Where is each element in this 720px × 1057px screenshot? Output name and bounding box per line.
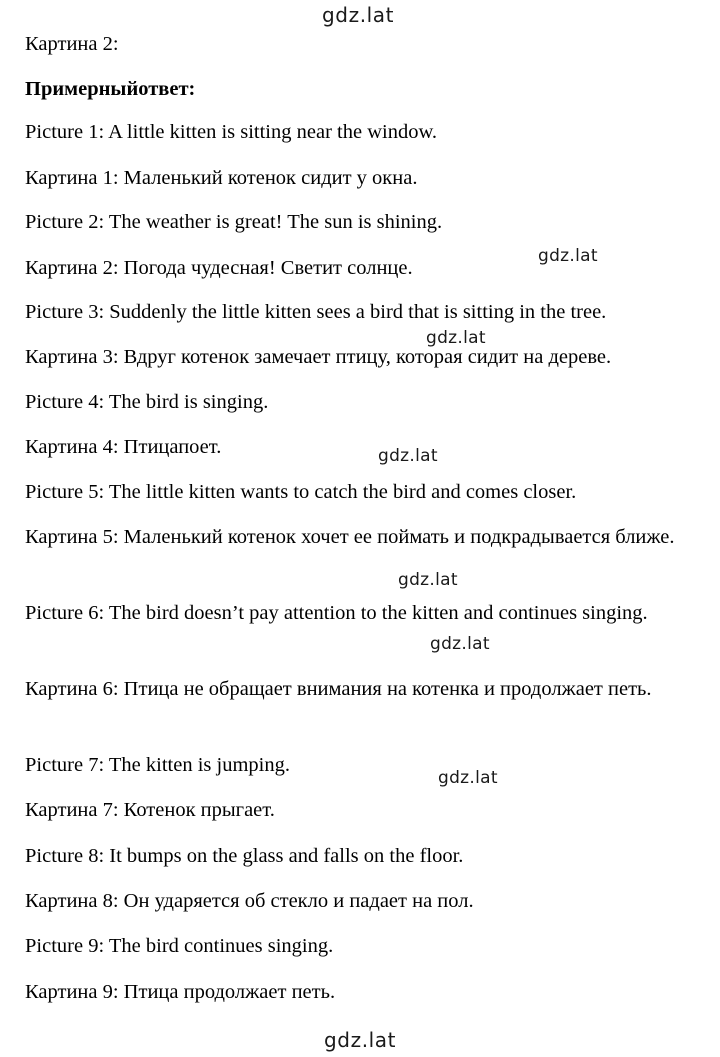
line-picture-7-en: Picture 7: The kitten is jumping.: [25, 754, 290, 776]
watermark: gdz.lat: [538, 246, 598, 266]
watermark: gdz.lat: [398, 570, 458, 590]
watermark: gdz.lat: [426, 328, 486, 348]
watermark-bottom: gdz.lat: [324, 1028, 397, 1052]
watermark: gdz.lat: [438, 768, 498, 788]
watermark: gdz.lat: [430, 634, 490, 654]
line-picture-5-en: Picture 5: The little kitten wants to catch the bird and comes closer.: [25, 481, 577, 503]
line-picture-3-ru: Картина 3: Вдруг котенок замечает птицу, которая сидит на дереве.: [25, 346, 612, 368]
line-picture-6-en: Picture 6: The bird doesn’t pay attention to the kitten and continues singing.: [25, 602, 648, 624]
line-picture-7-ru: Картина 7: Котенок прыгает.: [25, 799, 275, 821]
line-picture-3-en: Picture 3: Suddenly the little kitten sees a bird that is sitting in the tree.: [25, 301, 607, 323]
watermark-top: gdz.lat: [322, 3, 395, 27]
line-picture-9-en: Picture 9: The bird continues singing.: [25, 935, 334, 957]
line-picture-2-ru: Картина 2: Погода чудесная! Светит солнце.: [25, 257, 413, 279]
line-picture-4-ru: Картина 4: Птицапоет.: [25, 436, 222, 458]
line-picture-2-en: Picture 2: The weather is great! The sun is shining.: [25, 211, 443, 233]
line-picture-4-en: Picture 4: The bird is singing.: [25, 391, 269, 413]
line-picture-6-ru: Картина 6: Птица не обращает внимания на котенка и продолжает петь.: [25, 678, 652, 700]
line-picture-1-en: Picture 1: A little kitten is sitting near the window.: [25, 121, 438, 143]
watermark: gdz.lat: [378, 446, 438, 466]
line-picture-8-en: Picture 8: It bumps on the glass and falls on the floor.: [25, 845, 464, 867]
answer-label: Примерныйответ:: [25, 78, 196, 100]
line-picture-8-ru: Картина 8: Он ударяется об стекло и падает на пол.: [25, 890, 474, 912]
picture-heading: Картина 2:: [25, 33, 119, 55]
line-picture-5-ru: Картина 5: Маленький котенок хочет ее поймать и подкрадывается ближе.: [25, 526, 675, 548]
line-picture-1-ru: Картина 1: Маленький котенок сидит у окна.: [25, 167, 418, 189]
line-picture-9-ru: Картина 9: Птица продолжает петь.: [25, 981, 336, 1003]
